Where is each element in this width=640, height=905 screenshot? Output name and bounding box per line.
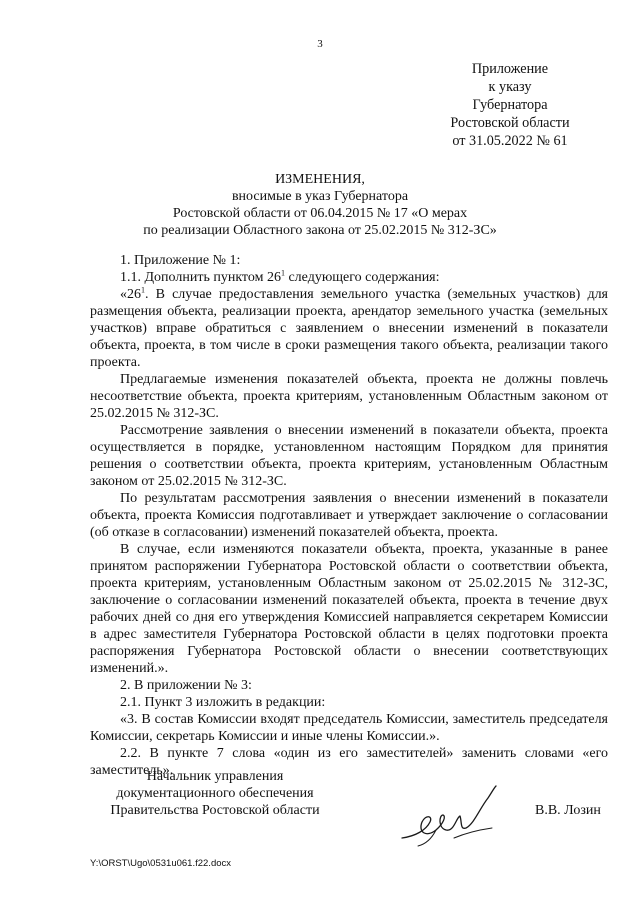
annex-line: от 31.05.2022 № 61 bbox=[452, 133, 568, 149]
title-line: вносимые в указ Губернатора bbox=[231, 189, 409, 204]
paragraph: По результатам рассмотрения заявления о внесении изменений в показатели объекта, проекта Комиссия подготавливает и утверждает заключение о согласовании (об отказе в согласовании) изменений показателей объекта, проекта. bbox=[90, 491, 608, 540]
annex-header bbox=[430, 60, 590, 150]
paragraph: 2. В приложении № 3: bbox=[120, 678, 252, 693]
paragraph: 2.1. Пункт 3 изложить в редакции: bbox=[120, 695, 326, 710]
paragraph: 1.1. Дополнить пунктом $26^1$ следующего содержания: bbox=[120, 268, 440, 285]
document-body bbox=[90, 252, 608, 779]
annex-line: Приложение bbox=[471, 61, 549, 77]
title-line: Ростовской области от 06.04.2015 № 17 «О мерах bbox=[172, 206, 468, 221]
title-line: по реализации Областного закона от 25.02.2015 № 312-ЗС» bbox=[143, 223, 497, 238]
signatory-line: документационного обеспечения bbox=[116, 786, 314, 801]
paragraph: Рассмотрение заявления о внесении изменений в показатели объекта, проекта осуществляется в порядке, установленном настоящим Порядком для принятия решения о соответствии объекта, проекта критериям, установленным Областным законом от 25.02.2015 № 312-ЗС. bbox=[90, 423, 608, 489]
document-title bbox=[90, 171, 550, 239]
annex-line: к указу bbox=[488, 79, 532, 95]
signatory-title bbox=[90, 768, 340, 819]
annex-line: Губернатора bbox=[472, 97, 548, 113]
signatory-line: Начальник управления bbox=[146, 769, 284, 784]
signatory-name: В.В. Лозин bbox=[535, 803, 601, 818]
paragraph: 1. Приложение № 1: bbox=[120, 253, 241, 268]
signatory-line: Правительства Ростовской области bbox=[110, 803, 320, 818]
file-path: Y:\ORST\Ugo\0531u061.f22.docx bbox=[90, 858, 232, 869]
paragraph: В случае, если изменяются показатели объекта, проекта, указанные в ранее принятом распоряжении Губернатора Ростовской области о соответствии объекта, проекта критериям, установленным Областным законом от 25.02.2015 № 312-ЗС, заключение о согласовании изменений показателей объекта, проекта в течение двух рабочих дней со дня его утверждения Комиссией направляется секретарем Комиссии в адрес заместителя Губернатора Ростовской области в целях подготовки проекта распоряжения Губернатора Ростовской области о внесении соответствующих изменений.». bbox=[90, 542, 608, 676]
paragraph: «3. В состав Комиссии входят председатель Комиссии, заместитель председателя Комиссии, секретарь Комиссии и иные члены Комиссии.». bbox=[90, 712, 608, 744]
paragraph: 2.2. В пункте 7 слова «один из его заместителей» заменить словами «его заместитель». bbox=[90, 746, 608, 778]
handwritten-signature bbox=[396, 778, 501, 850]
paragraph: «$26^1$. В случае предоставления земельного участка (земельных участков) для размещения объекта, реализации проекта, арендатор земельного участка (земельных участков) вправе обратиться с заявлением о внесении изменений в показатели объекта, проекта, в том числе в сроки размещения такого объекта, реализации такого проекта. bbox=[90, 285, 608, 370]
annex-line: Ростовской области bbox=[450, 115, 570, 131]
page-number: 3 bbox=[317, 38, 323, 50]
paragraph: Предлагаемые изменения показателей объекта, проекта не должны повлечь несоответствие объекта, проекта критериям, установленным Областным законом от 25.02.2015 № 312-ЗС. bbox=[90, 372, 608, 421]
title-heading: ИЗМЕНЕНИЯ, bbox=[275, 172, 365, 187]
